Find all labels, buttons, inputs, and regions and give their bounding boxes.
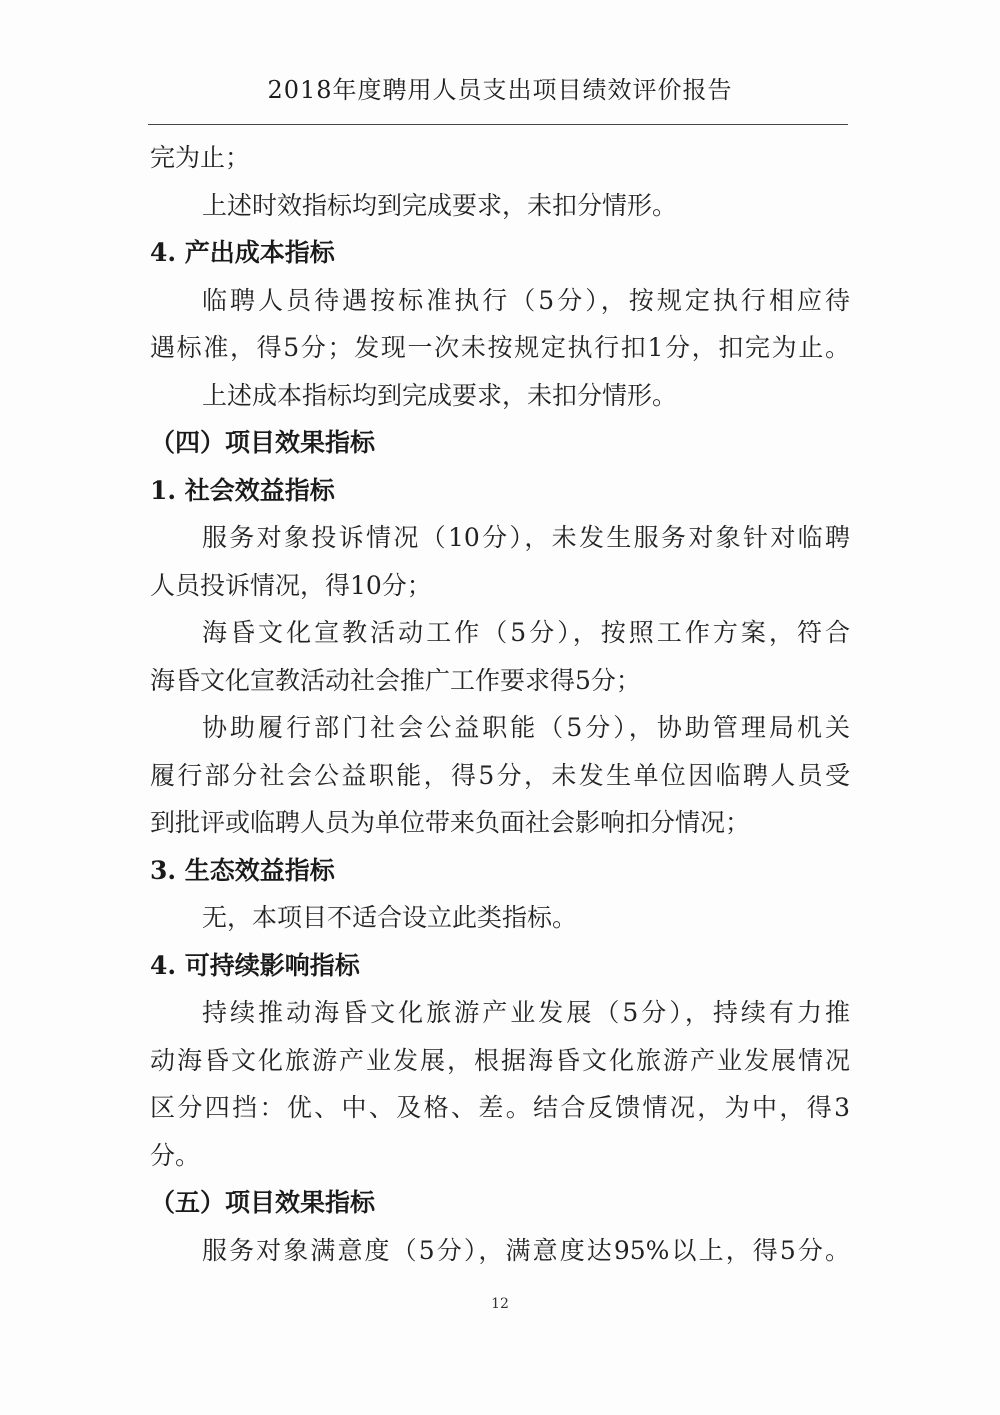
body-line: 遇标准，得5分；发现一次未按规定执行扣1分，扣完为止。 <box>150 333 850 362</box>
body-line: 协助履行部门社会公益职能（5分），协助管理局机关 <box>202 713 850 742</box>
body-line: 履行部分社会公益职能，得5分，未发生单位因临聘人员受 <box>150 760 850 790</box>
body-line: 海昏文化宣教活动社会推广工作要求得5分； <box>150 665 641 695</box>
header-divider <box>148 124 848 125</box>
body-line: 动海昏文化旅游产业发展，根据海昏文化旅游产业发展情况 <box>150 1045 850 1075</box>
body-line: 无，本项目不适合设立此类指标。 <box>202 903 578 932</box>
body-line: 上述时效指标均到完成要求，未扣分情形。 <box>202 190 678 220</box>
body-line: 分。 <box>150 1140 201 1170</box>
body-line: 完为止； <box>150 143 251 172</box>
body-line: 持续推动海昏文化旅游产业发展（5分），持续有力推 <box>202 998 850 1027</box>
body-line: 临聘人员待遇按标准执行（5分），按规定执行相应待 <box>202 285 850 315</box>
body-line: 上述成本指标均到完成要求，未扣分情形。 <box>202 380 678 410</box>
section-heading: 3. 生态效益指标 <box>150 855 335 885</box>
body-line: 海昏文化宣教活动工作（5分），按照工作方案，符合 <box>202 618 850 647</box>
section-heading: 4. 可持续影响指标 <box>150 950 360 980</box>
body-line: 人员投诉情况，得10分； <box>150 570 432 600</box>
body-line: 区分四挡：优、中、及格、差。结合反馈情况，为中，得3 <box>150 1093 850 1122</box>
page-body <box>150 134 850 1274</box>
page-number: 12 <box>491 1296 509 1312</box>
section-heading: （四）项目效果指标 <box>150 428 376 457</box>
body-line: 服务对象满意度（5分），满意度达95%以上，得5分。 <box>202 1235 850 1265</box>
body-line: 到批评或临聘人员为单位带来负面社会影响扣分情况； <box>150 808 751 837</box>
section-heading: （五）项目效果指标 <box>150 1188 376 1217</box>
section-heading: 1. 社会效益指标 <box>150 475 335 505</box>
section-heading: 4. 产出成本指标 <box>150 238 335 267</box>
running-header-title: 2018年度聘用人员支出项目绩效评价报告 <box>267 76 733 104</box>
body-line: 服务对象投诉情况（10分），未发生服务对象针对临聘 <box>202 523 850 552</box>
